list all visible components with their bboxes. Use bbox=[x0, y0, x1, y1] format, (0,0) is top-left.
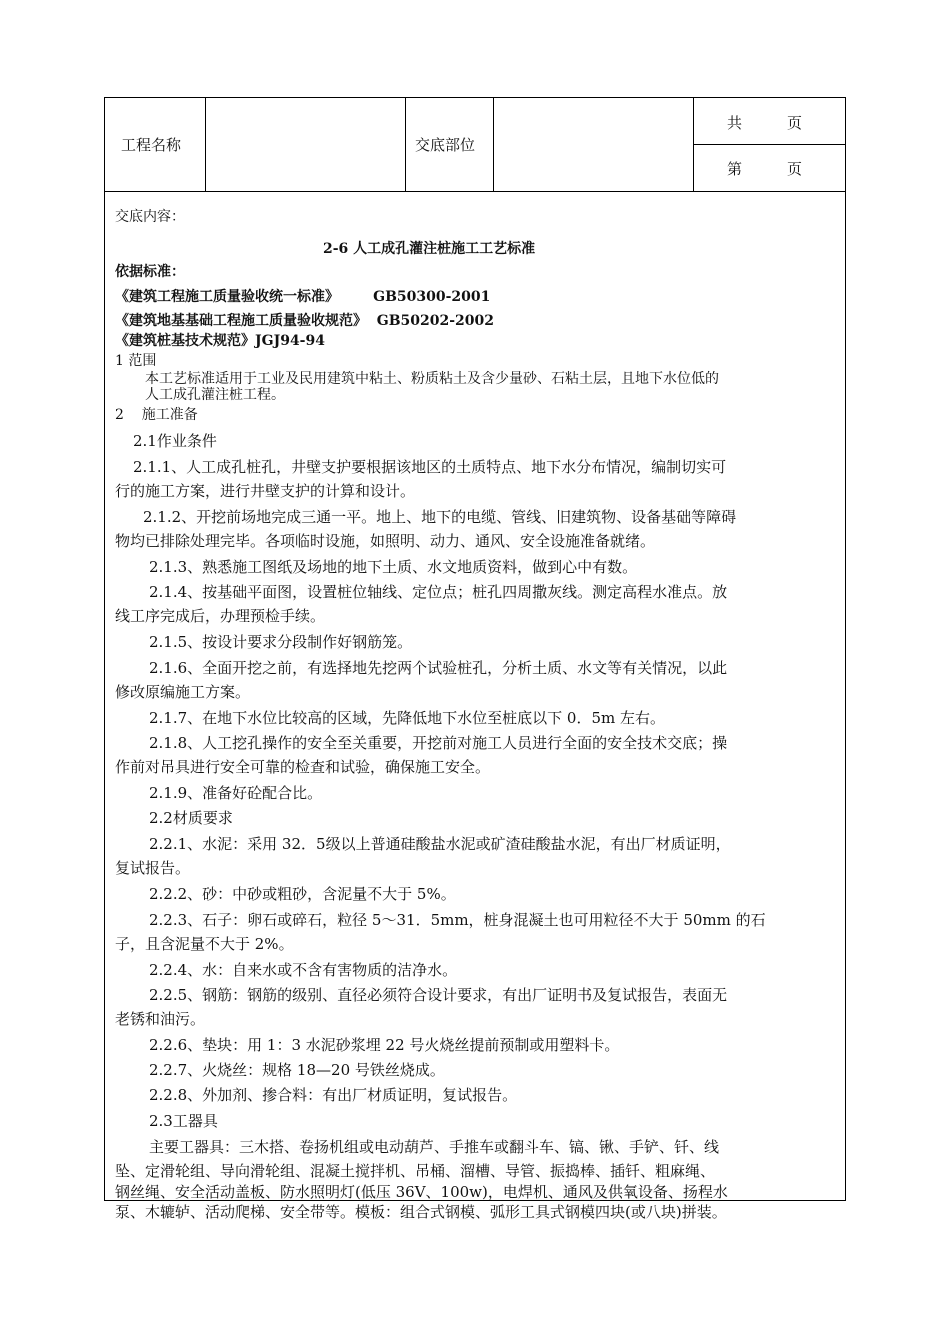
divider bbox=[205, 98, 206, 192]
intro: 交底内容： bbox=[115, 209, 185, 225]
paragraph: 坠、定滑轮组、导向滑轮组、混凝土搅拌机、吊桶、溜槽、导管、振捣棒、插钎、粗麻绳、 bbox=[115, 1162, 716, 1180]
paragraph: 2.1.8、人工挖孔操作的安全至关重要，开挖前对施工人员进行全面的安全技术交底；操 bbox=[149, 734, 728, 752]
section-1: 1 范围 bbox=[115, 353, 157, 369]
paragraph: 2.2.8、外加剂、掺合料：有出厂材质证明，复试报告。 bbox=[149, 1086, 518, 1104]
paragraph: 2.1.9、准备好砼配合比。 bbox=[149, 784, 323, 802]
project-name-label: 工程名称 bbox=[121, 136, 182, 154]
paragraph: 线工序完成后，办理预检手续。 bbox=[115, 607, 326, 625]
paragraph: 修改原编施工方案。 bbox=[115, 683, 251, 701]
paragraph: 2.1.1、人工成孔桩孔，井壁支护要根据该地区的土质特点、地下水分布情况，编制切实可 bbox=[133, 458, 727, 476]
divider bbox=[693, 98, 694, 192]
disclosure-sheet bbox=[104, 97, 846, 1221]
paragraph: 2.1.7、在地下水位比较高的区域，先降低地下水位至桩底以下 0．5m 左右。 bbox=[149, 709, 666, 727]
divider bbox=[493, 98, 494, 192]
standard-1: 《建筑工程施工质量验收统一标准》 GB50300-2001 bbox=[115, 289, 491, 305]
doc-title: 2-6 人工成孔灌注桩施工工艺标准 bbox=[323, 241, 536, 257]
paragraph: 人工成孔灌注桩工程。 bbox=[145, 387, 285, 403]
subsection-2-1: 2.1作业条件 bbox=[133, 432, 217, 450]
header-row bbox=[105, 98, 845, 192]
subsection-2-2: 2.2材质要求 bbox=[149, 809, 233, 827]
paragraph: 老锈和油污。 bbox=[115, 1010, 206, 1028]
paragraph: 2.1.3、熟悉施工图纸及场地的地下土质、水文地质资料，做到心中有数。 bbox=[149, 558, 638, 576]
paragraph: 2.2.7、火烧丝：规格 18—20 号铁丝烧成。 bbox=[149, 1061, 445, 1079]
paragraph: 复试报告。 bbox=[115, 859, 191, 877]
paragraph: 2.1.6、全面开挖之前，有选择地先挖两个试验桩孔，分析土质、水文等有关情况，以此 bbox=[149, 659, 728, 677]
paragraph: 2.2.5、钢筋：钢筋的级别、直径必须符合设计要求，有出厂证明书及复试报告，表面无 bbox=[149, 986, 728, 1004]
standard-2: 《建筑地基基础工程施工质量验收规范》 GB50202-2002 bbox=[115, 313, 495, 329]
section-2: 2 施工准备 bbox=[115, 407, 198, 423]
paragraph: 2.2.1、水泥：采用 32．5级以上普通硅酸盐水泥或矿渣硅酸盐水泥，有出厂材质证明， bbox=[149, 835, 731, 853]
paragraph: 2.1.2、开挖前场地完成三通一平。地上、地下的电缆、管线、旧建筑物、设备基础等障碍 bbox=[143, 508, 737, 526]
paragraph: 2.2.4、水：自来水或不含有害物质的洁净水。 bbox=[149, 961, 458, 979]
paragraph: 2.1.4、按基础平面图，设置桩位轴线、定位点；桩孔四周撒灰线。测定高程水准点。放 bbox=[149, 583, 728, 601]
basis-heading: 依据标准： bbox=[115, 264, 185, 280]
standard-3: 《建筑桩基技术规范》JGJ94-94 bbox=[115, 333, 325, 349]
paragraph: 2.2.2、砂：中砂或粗砂，含泥量不大于 5%。 bbox=[149, 885, 456, 903]
total-pages: 共 页 bbox=[727, 114, 803, 132]
paragraph: 2.2.3、石子：卵石或碎石，粒径 5～31．5mm，桩身混凝土也可用粒径不大于 50mm 的石 bbox=[149, 911, 766, 929]
paragraph: 2.1.5、按设计要求分段制作好钢筋笼。 bbox=[149, 633, 413, 651]
paragraph: 行的施工方案，进行井壁支护的计算和设计。 bbox=[115, 482, 416, 500]
paragraph: 本工艺标准适用于工业及民用建筑中粘土、粉质粘土及含少量砂、石粘土层，且地下水位低的 bbox=[145, 371, 719, 387]
paragraph: 子，且含泥量不大于 2%。 bbox=[115, 935, 294, 953]
page-number: 第 页 bbox=[727, 160, 803, 178]
location-label: 交底部位 bbox=[415, 136, 476, 154]
paragraph: 主要工器具：三木搭、卷扬机组或电动葫芦、手推车或翻斗车、镐、锹、手铲、钎、线 bbox=[149, 1138, 720, 1156]
paragraph: 物均已排除处理完毕。各项临时设施，如照明、动力、通风、安全设施准备就绪。 bbox=[115, 532, 656, 550]
divider bbox=[693, 144, 845, 145]
paragraph: 泵、木辘轳、活动爬梯、安全带等。模板：组合式钢模、弧形工具式钢模四块(或八块)拼装。 bbox=[115, 1203, 727, 1221]
paragraph: 钢丝绳、安全活动盖板、防水照明灯(低压 36V、100w)，电焊机、通风及供氧设备、扬程水 bbox=[115, 1183, 728, 1201]
subsection-2-3: 2.3工器具 bbox=[149, 1112, 218, 1130]
paragraph: 2.2.6、垫块：用 1：3 水泥砂浆埋 22 号火烧丝提前预制或用塑料卡。 bbox=[149, 1036, 620, 1054]
divider bbox=[405, 98, 406, 192]
paragraph: 作前对吊具进行安全可靠的检查和试验，确保施工安全。 bbox=[115, 758, 491, 776]
